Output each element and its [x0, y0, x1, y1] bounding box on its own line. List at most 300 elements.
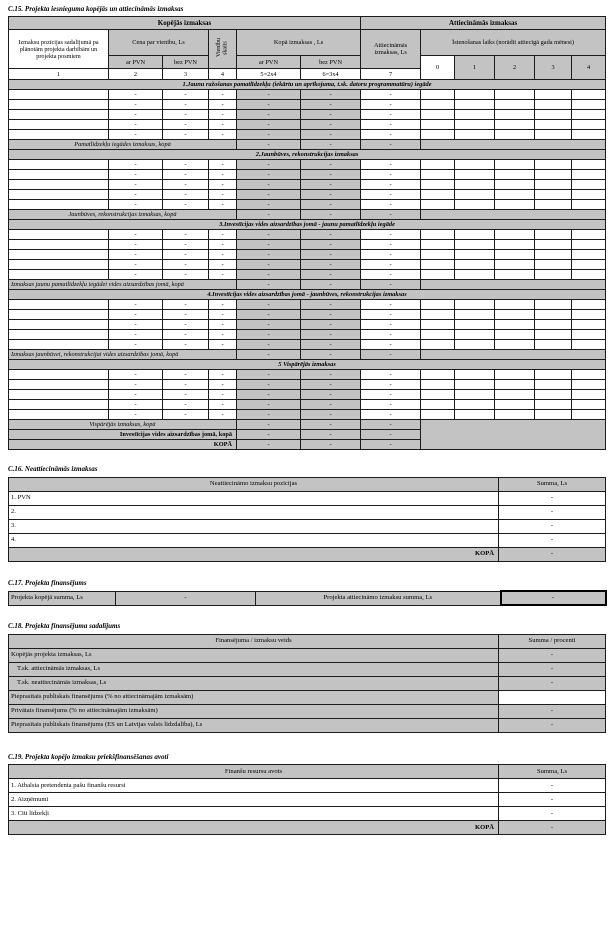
month-cell[interactable]: [572, 90, 606, 100]
c15-section-header-row: [9, 150, 606, 160]
unit-count-cell[interactable]: -: [209, 160, 237, 170]
total-without-vat-cell: -: [301, 200, 361, 210]
unit-price-without-vat-cell[interactable]: -: [163, 260, 209, 270]
unit-price-without-vat-cell[interactable]: -: [163, 240, 209, 250]
c19-title: C.19. Projekta kopējo izmaksu priekšfinansēšanas avoti: [8, 752, 169, 761]
month-cell[interactable]: [495, 120, 535, 130]
unit-count-cell[interactable]: -: [209, 230, 237, 240]
eligible-cost-cell[interactable]: -: [361, 390, 421, 400]
unit-price-without-vat-cell[interactable]: -: [163, 330, 209, 340]
unit-price-without-vat-cell[interactable]: -: [163, 200, 209, 210]
month-cell[interactable]: [421, 400, 455, 410]
month-cell[interactable]: [572, 370, 606, 380]
unit-count-cell[interactable]: -: [209, 110, 237, 120]
month-cell[interactable]: [535, 310, 572, 320]
month-cell[interactable]: [495, 240, 535, 250]
c15-cost-row: [9, 170, 606, 180]
month-cell[interactable]: [535, 110, 572, 120]
month-cell[interactable]: [535, 240, 572, 250]
month-cell[interactable]: [495, 250, 535, 260]
month-cell[interactable]: [455, 230, 495, 240]
month-cell[interactable]: [495, 410, 535, 420]
price-without-vat-header: bez PVN: [163, 56, 209, 69]
month-cell[interactable]: [495, 160, 535, 170]
month-cell[interactable]: [572, 270, 606, 280]
month-cell[interactable]: [455, 200, 495, 210]
month-cell[interactable]: [535, 120, 572, 130]
month-cell[interactable]: [535, 250, 572, 260]
unit-price-without-vat-cell[interactable]: -: [163, 390, 209, 400]
unit-count-cell[interactable]: -: [209, 380, 237, 390]
c18-value-cell: -: [499, 718, 606, 732]
unit-price-without-vat-cell[interactable]: -: [163, 310, 209, 320]
month-cell[interactable]: [572, 320, 606, 330]
unit-count-cell[interactable]: -: [209, 180, 237, 190]
eligible-cost-cell[interactable]: -: [361, 240, 421, 250]
eligible-costs-group-header: Attiecināmās izmaksas: [361, 17, 606, 30]
unit-price-with-vat-cell[interactable]: -: [109, 340, 163, 350]
month-cell[interactable]: [421, 260, 455, 270]
cost-position-input-cell[interactable]: [9, 250, 109, 260]
month-cell[interactable]: [455, 320, 495, 330]
month-cell[interactable]: [421, 90, 455, 100]
month-cell[interactable]: [455, 270, 495, 280]
unit-price-without-vat-cell[interactable]: -: [163, 160, 209, 170]
eligible-cost-cell[interactable]: -: [361, 170, 421, 180]
month-cell[interactable]: [572, 230, 606, 240]
month-cell[interactable]: [535, 390, 572, 400]
month-cell[interactable]: [421, 100, 455, 110]
cost-position-input-cell[interactable]: [9, 370, 109, 380]
unit-count-cell[interactable]: -: [209, 250, 237, 260]
c18-label-cell: T.sk. neattiecināmās izmaksas, Ls: [9, 676, 499, 690]
month-cell[interactable]: [455, 90, 495, 100]
unit-count-cell[interactable]: -: [209, 340, 237, 350]
month-cell[interactable]: [535, 130, 572, 140]
unit-price-without-vat-cell[interactable]: -: [163, 340, 209, 350]
unit-count-cell[interactable]: -: [209, 100, 237, 110]
month-cell[interactable]: [495, 200, 535, 210]
month-cell[interactable]: [495, 340, 535, 350]
unit-count-cell[interactable]: -: [209, 170, 237, 180]
month-cell[interactable]: [572, 180, 606, 190]
month-cell[interactable]: [572, 200, 606, 210]
month-cell[interactable]: [572, 190, 606, 200]
unit-price-with-vat-cell[interactable]: -: [109, 200, 163, 210]
unit-price-without-vat-cell[interactable]: -: [163, 190, 209, 200]
total-with-vat-cell: -: [237, 250, 301, 260]
cost-position-input-cell[interactable]: [9, 380, 109, 390]
month-cell[interactable]: [455, 120, 495, 130]
month-cell[interactable]: [455, 330, 495, 340]
unit-price-without-vat-cell[interactable]: -: [163, 400, 209, 410]
month-cell[interactable]: [572, 400, 606, 410]
c19-source-header: Finanšu resursu avots: [9, 764, 499, 778]
month-cell[interactable]: [495, 370, 535, 380]
c18-value-cell: -: [499, 704, 606, 718]
month-cell[interactable]: [455, 190, 495, 200]
eligible-cost-cell[interactable]: -: [361, 410, 421, 420]
month-cell[interactable]: [535, 200, 572, 210]
unit-price-with-vat-cell[interactable]: -: [109, 170, 163, 180]
month-cell[interactable]: [455, 390, 495, 400]
month-cell[interactable]: [535, 100, 572, 110]
total-without-vat-cell: -: [301, 330, 361, 340]
unit-price-without-vat-cell[interactable]: -: [163, 230, 209, 240]
eligible-cost-cell[interactable]: -: [361, 120, 421, 130]
month-cell[interactable]: [455, 100, 495, 110]
unit-price-with-vat-cell[interactable]: -: [109, 320, 163, 330]
unit-price-with-vat-cell[interactable]: -: [109, 270, 163, 280]
c17-title: C.17. Projekta finansējums: [8, 578, 87, 587]
month-cell[interactable]: [455, 260, 495, 270]
month-cell[interactable]: [535, 170, 572, 180]
eligible-cost-cell[interactable]: -: [361, 270, 421, 280]
unit-price-without-vat-cell[interactable]: -: [163, 380, 209, 390]
month-cell[interactable]: [421, 370, 455, 380]
unit-count-cell[interactable]: -: [209, 130, 237, 140]
unit-count-cell[interactable]: -: [209, 310, 237, 320]
month-cell[interactable]: [495, 90, 535, 100]
month-cell[interactable]: [572, 330, 606, 340]
total-without-vat-cell: -: [301, 390, 361, 400]
eligible-cost-cell[interactable]: -: [361, 110, 421, 120]
month-cell[interactable]: [495, 390, 535, 400]
c19-source-cell: 3. Citi līdzekļi: [9, 806, 499, 820]
unit-price-with-vat-cell[interactable]: -: [109, 310, 163, 320]
month-cell[interactable]: [495, 310, 535, 320]
unit-price-with-vat-cell[interactable]: -: [109, 230, 163, 240]
unit-price-with-vat-cell[interactable]: -: [109, 130, 163, 140]
month-cell[interactable]: [421, 180, 455, 190]
c16-value-cell[interactable]: -: [499, 505, 606, 519]
month-cell[interactable]: [421, 200, 455, 210]
cost-position-input-cell[interactable]: [9, 120, 109, 130]
unit-price-without-vat-cell[interactable]: -: [163, 130, 209, 140]
month-cell[interactable]: [495, 300, 535, 310]
month-cell[interactable]: [495, 400, 535, 410]
eligible-cost-cell[interactable]: -: [361, 160, 421, 170]
month-cell[interactable]: [535, 230, 572, 240]
month-cell[interactable]: [455, 250, 495, 260]
month-cell[interactable]: [455, 400, 495, 410]
month-cell[interactable]: [535, 270, 572, 280]
eligible-cost-cell[interactable]: -: [361, 250, 421, 260]
cost-position-input-cell[interactable]: [9, 130, 109, 140]
unit-price-with-vat-cell[interactable]: -: [109, 240, 163, 250]
month-cell[interactable]: [535, 180, 572, 190]
cost-position-input-cell[interactable]: [9, 200, 109, 210]
unit-price-with-vat-cell[interactable]: -: [109, 400, 163, 410]
month-cell[interactable]: [495, 100, 535, 110]
cost-position-input-cell[interactable]: [9, 340, 109, 350]
unit-price-with-vat-cell[interactable]: -: [109, 370, 163, 380]
month-cell[interactable]: [455, 130, 495, 140]
unit-price-with-vat-cell[interactable]: -: [109, 160, 163, 170]
unit-price-with-vat-cell[interactable]: -: [109, 380, 163, 390]
month-cell[interactable]: [572, 160, 606, 170]
month-cell[interactable]: [535, 380, 572, 390]
month-cell[interactable]: [455, 370, 495, 380]
cost-position-input-cell[interactable]: [9, 100, 109, 110]
cost-position-input-cell[interactable]: [9, 90, 109, 100]
month-cell[interactable]: [572, 380, 606, 390]
c15-title: C.15. Projekta iesnieguma kopējās un attiecināmās izmaksas: [8, 5, 184, 13]
unit-price-with-vat-cell[interactable]: -: [109, 90, 163, 100]
eligible-cost-cell[interactable]: -: [361, 130, 421, 140]
month-cell[interactable]: [495, 180, 535, 190]
cost-position-input-cell[interactable]: [9, 230, 109, 240]
cost-position-input-cell[interactable]: [9, 320, 109, 330]
cost-position-input-cell[interactable]: [9, 310, 109, 320]
month-cell[interactable]: [455, 240, 495, 250]
month-cell[interactable]: [535, 330, 572, 340]
cost-position-input-cell[interactable]: [9, 180, 109, 190]
month-cell[interactable]: [421, 390, 455, 400]
month-cell[interactable]: [535, 340, 572, 350]
section-summary-label: Pamatlīdzekļu iegādes izmaksas, kopā: [9, 140, 237, 150]
cost-position-input-cell[interactable]: [9, 330, 109, 340]
month-cell[interactable]: [421, 330, 455, 340]
month-cell[interactable]: [572, 310, 606, 320]
month-cell[interactable]: [421, 250, 455, 260]
cost-position-input-cell[interactable]: [9, 170, 109, 180]
unit-price-with-vat-cell[interactable]: -: [109, 190, 163, 200]
unit-price-with-vat-cell[interactable]: -: [109, 300, 163, 310]
month-cell[interactable]: [421, 130, 455, 140]
month-cell[interactable]: [572, 130, 606, 140]
c18-label-cell: T.sk. attiecināmās izmaksas, Ls: [9, 662, 499, 676]
unit-count-cell[interactable]: -: [209, 400, 237, 410]
month-cell[interactable]: [572, 260, 606, 270]
cost-position-input-cell[interactable]: [9, 390, 109, 400]
month-cell[interactable]: [421, 270, 455, 280]
month-cell[interactable]: [572, 100, 606, 110]
cost-position-input-cell[interactable]: [9, 400, 109, 410]
month-cell[interactable]: [495, 330, 535, 340]
unit-count-cell[interactable]: -: [209, 90, 237, 100]
month-cell[interactable]: [421, 310, 455, 320]
unit-count-cell[interactable]: -: [209, 240, 237, 250]
c18-value-cell: -: [499, 648, 606, 662]
total-with-vat-cell: -: [237, 320, 301, 330]
month-cell[interactable]: [572, 340, 606, 350]
unit-price-with-vat-cell[interactable]: -: [109, 410, 163, 420]
c15-section-header-row: [9, 290, 606, 300]
month-cell[interactable]: [421, 120, 455, 130]
c17-eligible-sum-value: -: [501, 591, 606, 605]
month-cell[interactable]: [421, 170, 455, 180]
c18-title: C.18. Projekta finansējuma sadalījums: [8, 622, 121, 631]
eligible-cost-cell[interactable]: -: [361, 180, 421, 190]
cost-position-input-cell[interactable]: [9, 240, 109, 250]
month-cell[interactable]: [421, 110, 455, 120]
month-cell[interactable]: [535, 300, 572, 310]
cost-position-input-cell[interactable]: [9, 110, 109, 120]
c16-position-cell[interactable]: 4.: [9, 533, 499, 547]
month-cell[interactable]: [572, 120, 606, 130]
unit-count-cell[interactable]: -: [209, 390, 237, 400]
month-cell[interactable]: [421, 160, 455, 170]
month-cell[interactable]: [455, 170, 495, 180]
month-cell[interactable]: [535, 400, 572, 410]
month-cell[interactable]: [495, 260, 535, 270]
month-cell[interactable]: [421, 300, 455, 310]
unit-count-cell[interactable]: -: [209, 320, 237, 330]
unit-price-with-vat-cell[interactable]: -: [109, 100, 163, 110]
c19-value-cell[interactable]: -: [499, 778, 606, 792]
unit-count-cell[interactable]: -: [209, 260, 237, 270]
eligible-cost-cell[interactable]: -: [361, 230, 421, 240]
month-cell[interactable]: [455, 160, 495, 170]
summary-months-merged-cell: [421, 280, 606, 290]
month-cell[interactable]: [535, 160, 572, 170]
month-cell[interactable]: [421, 320, 455, 330]
c19-value-cell[interactable]: -: [499, 806, 606, 820]
eligible-cost-cell[interactable]: -: [361, 320, 421, 330]
month-cell[interactable]: [495, 270, 535, 280]
month-cell[interactable]: [455, 380, 495, 390]
month-cell[interactable]: [535, 90, 572, 100]
summary-eligible-cell: -: [361, 140, 421, 150]
total-without-vat-cell: -: [301, 260, 361, 270]
unit-price-without-vat-cell[interactable]: -: [163, 180, 209, 190]
unit-count-cell[interactable]: -: [209, 300, 237, 310]
summary-without-vat-cell: -: [301, 280, 361, 290]
unit-price-without-vat-cell[interactable]: -: [163, 120, 209, 130]
unit-count-cell[interactable]: -: [209, 330, 237, 340]
month-cell[interactable]: [572, 250, 606, 260]
eligible-cost-cell[interactable]: -: [361, 400, 421, 410]
month-cell[interactable]: [572, 410, 606, 420]
eligible-cost-cell[interactable]: -: [361, 310, 421, 320]
month-cell[interactable]: [572, 390, 606, 400]
month-cell[interactable]: [495, 170, 535, 180]
month-cell[interactable]: [495, 320, 535, 330]
cost-position-input-cell[interactable]: [9, 300, 109, 310]
month-cell[interactable]: [455, 340, 495, 350]
month-cell[interactable]: [455, 410, 495, 420]
month-cell[interactable]: [535, 320, 572, 330]
unit-price-without-vat-cell[interactable]: -: [163, 300, 209, 310]
c16-position-cell[interactable]: 2.: [9, 505, 499, 519]
month-cell[interactable]: [421, 410, 455, 420]
c15-summary-row: [9, 140, 606, 150]
unit-price-without-vat-cell[interactable]: -: [163, 270, 209, 280]
eligible-cost-cell[interactable]: -: [361, 200, 421, 210]
unit-price-without-vat-cell[interactable]: -: [163, 110, 209, 120]
unit-price-with-vat-cell[interactable]: -: [109, 390, 163, 400]
unit-count-cell[interactable]: -: [209, 270, 237, 280]
c17-row: [9, 591, 606, 605]
c16-position-cell[interactable]: 3.: [9, 519, 499, 533]
eligible-cost-cell[interactable]: -: [361, 300, 421, 310]
month-cell[interactable]: [421, 230, 455, 240]
month-cell[interactable]: [535, 410, 572, 420]
eligible-cost-cell[interactable]: -: [361, 330, 421, 340]
month-cell[interactable]: [535, 190, 572, 200]
cost-position-input-cell[interactable]: [9, 160, 109, 170]
unit-count-cell[interactable]: -: [209, 200, 237, 210]
unit-price-without-vat-cell[interactable]: -: [163, 370, 209, 380]
unit-count-cell[interactable]: -: [209, 410, 237, 420]
unit-price-with-vat-cell[interactable]: -: [109, 110, 163, 120]
eligible-cost-cell[interactable]: -: [361, 190, 421, 200]
month-cell[interactable]: [572, 240, 606, 250]
month-cell[interactable]: [421, 240, 455, 250]
c16-value-cell[interactable]: -: [499, 533, 606, 547]
c16-value-cell[interactable]: -: [499, 519, 606, 533]
month-cell[interactable]: [455, 310, 495, 320]
total-without-vat-cell: -: [301, 410, 361, 420]
month-cell[interactable]: [572, 300, 606, 310]
eligible-cost-cell[interactable]: -: [361, 340, 421, 350]
unit-price-without-vat-cell[interactable]: -: [163, 90, 209, 100]
unit-price-with-vat-cell[interactable]: -: [109, 250, 163, 260]
month-cell[interactable]: [495, 130, 535, 140]
month-cell[interactable]: [495, 110, 535, 120]
month-cell[interactable]: [535, 370, 572, 380]
unit-price-with-vat-cell[interactable]: -: [109, 260, 163, 270]
eligible-cost-cell[interactable]: -: [361, 380, 421, 390]
total-with-vat-cell: -: [237, 240, 301, 250]
c16-value-cell[interactable]: -: [499, 491, 606, 505]
cost-position-input-cell[interactable]: [9, 410, 109, 420]
month-cell[interactable]: [535, 260, 572, 270]
month-cell[interactable]: [572, 170, 606, 180]
c17-total-sum-value[interactable]: -: [116, 591, 256, 605]
unit-count-cell[interactable]: -: [209, 190, 237, 200]
c18-value-input-cell[interactable]: [499, 690, 606, 704]
unit-price-without-vat-cell[interactable]: -: [163, 170, 209, 180]
month-cell[interactable]: [572, 110, 606, 120]
unit-price-without-vat-cell[interactable]: -: [163, 320, 209, 330]
unit-price-with-vat-cell[interactable]: -: [109, 330, 163, 340]
month-cell[interactable]: [421, 190, 455, 200]
eligible-cost-cell[interactable]: -: [361, 100, 421, 110]
c19-value-cell[interactable]: -: [499, 792, 606, 806]
eligible-cost-cell[interactable]: -: [361, 90, 421, 100]
month-cell[interactable]: [455, 180, 495, 190]
col-number-4: 4: [209, 69, 237, 80]
month-cell[interactable]: [421, 380, 455, 390]
summary-months-merged-cell: [421, 350, 606, 360]
month-cell[interactable]: [421, 340, 455, 350]
unit-price-with-vat-cell[interactable]: -: [109, 180, 163, 190]
c15-cost-row: [9, 110, 606, 120]
month-cell[interactable]: [495, 230, 535, 240]
cost-position-input-cell[interactable]: [9, 270, 109, 280]
month-cell[interactable]: [495, 380, 535, 390]
total-with-vat-cell: -: [237, 180, 301, 190]
eligible-cost-cell[interactable]: -: [361, 260, 421, 270]
c15-cost-row: [9, 250, 606, 260]
c18-label-cell: Pieprasītais publiskais finansējums (% no attiecināmajām izmaksām): [9, 690, 499, 704]
eligible-cost-cell[interactable]: -: [361, 370, 421, 380]
unit-price-without-vat-cell[interactable]: -: [163, 100, 209, 110]
unit-price-with-vat-cell[interactable]: -: [109, 120, 163, 130]
unit-count-cell[interactable]: -: [209, 370, 237, 380]
unit-price-without-vat-cell[interactable]: -: [163, 250, 209, 260]
month-cell[interactable]: [455, 300, 495, 310]
cost-position-input-cell[interactable]: [9, 260, 109, 270]
unit-price-without-vat-cell[interactable]: -: [163, 410, 209, 420]
total-without-vat-cell: -: [301, 370, 361, 380]
unit-count-cell[interactable]: -: [209, 120, 237, 130]
month-cell[interactable]: [495, 190, 535, 200]
month-cell[interactable]: [455, 110, 495, 120]
cost-position-input-cell[interactable]: [9, 190, 109, 200]
